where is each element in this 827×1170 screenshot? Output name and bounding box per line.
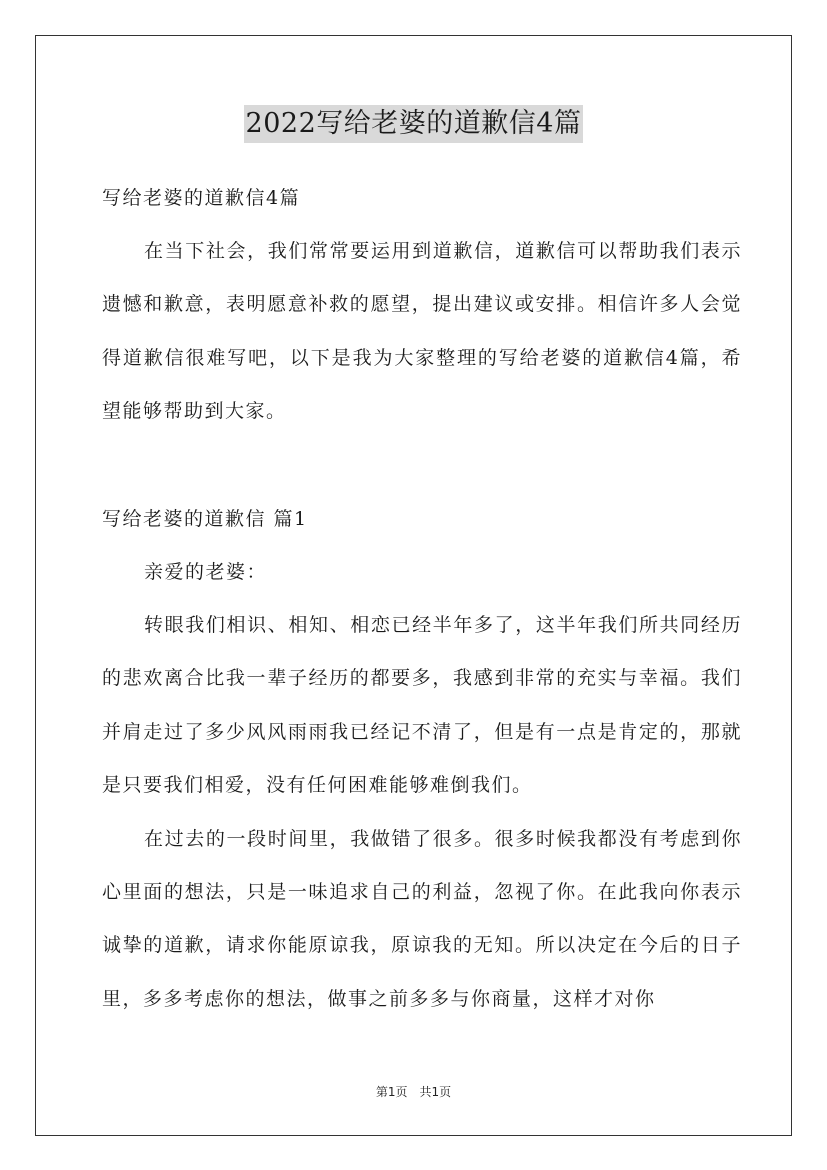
body-paragraph: 转眼我们相识、相知、相恋已经半年多了，这半年我们所共同经历的悲欢离合比我一辈子经历的都要多，我感到非常的充实与幸福。我们并肩走过了多少风风雨雨我已经记不清了，但是有一点是肯定的，那就是只要我们相爱，没有任何困难能够难倒我们。 <box>102 614 742 797</box>
page-total: 共1页 <box>419 1085 452 1099</box>
section-heading: 写给老婆的道歉信 篇1 <box>102 507 308 530</box>
intro-paragraph: 在当下社会，我们常常要运用到道歉信，道歉信可以帮助我们表示遗憾和歉意，表明愿意补救的愿望，提出建议或安排。相信许多人会觉得道歉信很难写吧，以下是我为大家整理的写给老婆的道歉信4篇，希望能够帮助到大家。 <box>102 240 742 423</box>
intro-heading: 写给老婆的道歉信4篇 <box>102 187 301 209</box>
page-number: 第1页 <box>375 1085 408 1099</box>
document-title <box>0 102 827 143</box>
body-paragraph: 在过去的一段时间里，我做错了很多。很多时候我都没有考虑到你心里面的想法，只是一味追求自己的利益，忽视了你。在此我向你表示诚挚的道歉，请求你能原谅我，原谅我的无知。所以决定在今后的日子里，多多考虑你的想法，做事之前多多与你商量，这样才对你 <box>102 827 742 1010</box>
salutation: 亲爱的老婆： <box>144 560 268 583</box>
document-body <box>102 172 742 1026</box>
document-title-text: 2022写给老婆的道歉信4篇 <box>244 105 584 143</box>
blank-line <box>102 439 742 493</box>
page-footer <box>0 1083 827 1100</box>
